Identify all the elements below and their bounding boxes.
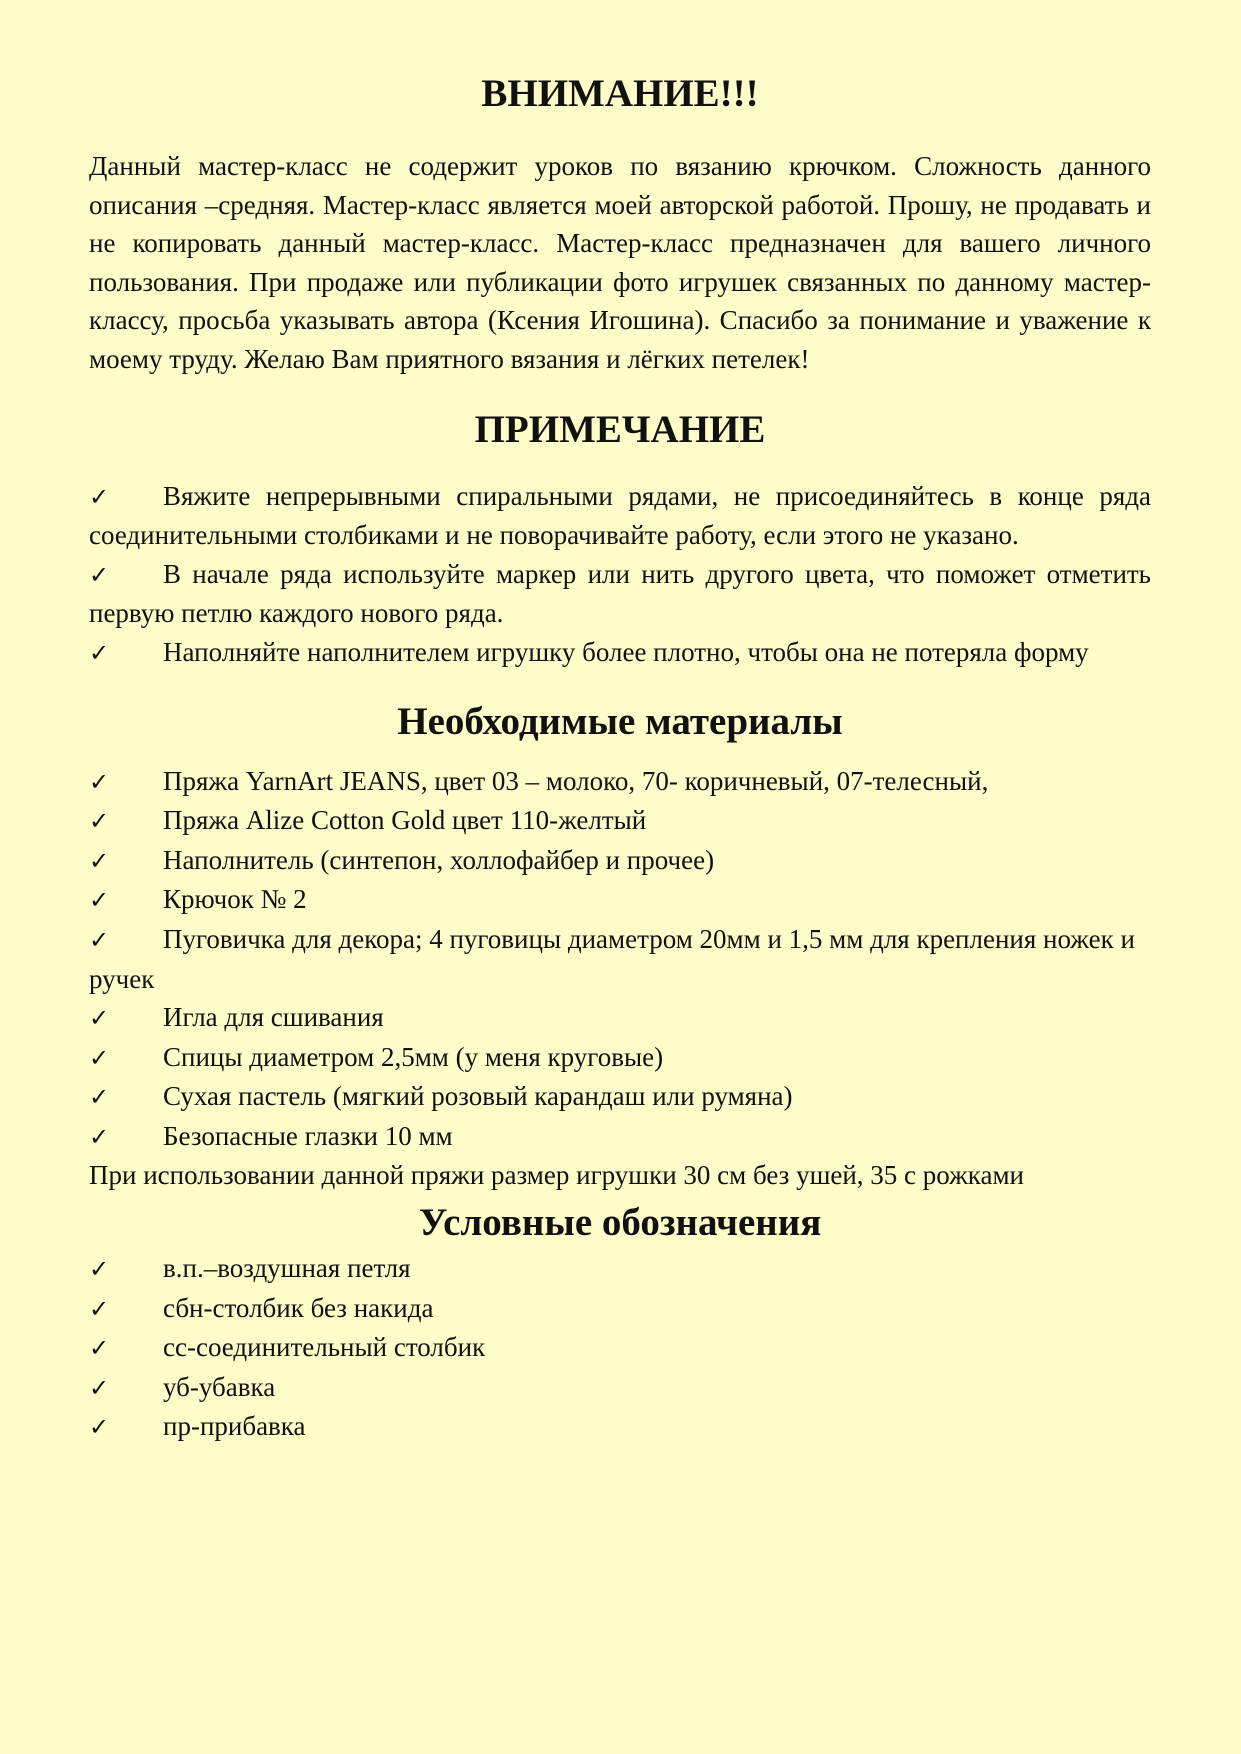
list-item xyxy=(89,801,1151,841)
size-note: При использовании данной пряжи размер игрушки 30 см без ушей, 35 с рожками xyxy=(89,1160,1024,1191)
attention-heading: ВНИМАНИЕ!!! xyxy=(481,72,759,115)
attention-paragraph: Данный мастер-класс не содержит уроков по вязанию крючком. Сложность данного описания –средняя. Мастер-класс является моей авторской работой. Прошу, не продавать и не копировать данный мастер-класс. Мастер-класс предназначен для вашего личного пользования. При продаже или публикации фото игрушек связанных по данному мастер-классу, просьба указывать автора (Ксения Игошина). Спасибо за понимание и уважение к моему труду. Желаю Вам приятного вязания и лёгких петелек! xyxy=(89,151,1151,374)
list-item-text: сбн-столбик без накида xyxy=(163,1292,434,1323)
list-item-text: Пряжа Alize Cotton Gold цвет 110-желтый xyxy=(163,805,647,836)
check-icon: ✓ xyxy=(89,1255,110,1284)
check-icon: ✓ xyxy=(89,807,110,836)
check-icon: ✓ xyxy=(89,1004,110,1033)
check-icon: ✓ xyxy=(89,886,110,915)
list-item-text: Пряжа YarnArt JEANS, цвет 03 – молоко, 70- коричневый, 07-телесный, xyxy=(163,765,989,796)
legend-heading: Условные обозначения xyxy=(418,1201,822,1245)
note-list xyxy=(89,477,1151,673)
list-item xyxy=(89,555,1151,633)
list-item-text: Игла для сшивания xyxy=(163,1002,384,1033)
list-item-text: сс-соединительный столбик xyxy=(163,1332,486,1363)
check-icon: ✓ xyxy=(89,767,110,796)
list-item-text: В начале ряда используйте маркер или нить другого цвета, что поможет отметить первую петлю каждого нового ряда. xyxy=(89,558,1151,629)
list-item xyxy=(89,1249,1151,1289)
check-icon: ✓ xyxy=(89,1043,110,1072)
list-item-text: пр-прибавка xyxy=(163,1411,306,1442)
list-item-text: Спицы диаметром 2,5мм (у меня круговые) xyxy=(163,1041,664,1072)
check-icon: ✓ xyxy=(89,1083,110,1112)
materials-heading: Необходимые материалы xyxy=(397,699,843,743)
document-page xyxy=(89,70,1151,1447)
list-item-text: Крючок № 2 xyxy=(163,884,307,915)
list-item xyxy=(89,920,1151,998)
list-item-text: в.п.–воздушная петля xyxy=(163,1253,411,1284)
legend-list xyxy=(89,1249,1151,1447)
list-item xyxy=(89,1407,1151,1447)
list-item xyxy=(89,880,1151,920)
note-heading: ПРИМЕЧАНИЕ xyxy=(474,407,766,451)
list-item-text: Наполняйте наполнителем игрушку более плотно, чтобы она не потеряла форму xyxy=(163,636,1089,667)
list-item xyxy=(89,1368,1151,1408)
list-item-text: Наполнитель (синтепон, холлофайбер и прочее) xyxy=(163,844,715,875)
check-icon: ✓ xyxy=(89,482,110,511)
list-item xyxy=(89,1289,1151,1329)
list-item xyxy=(89,477,1151,555)
check-icon: ✓ xyxy=(89,1373,110,1402)
check-icon: ✓ xyxy=(89,846,110,875)
list-item-text: Пуговичка для декора; 4 пуговицы диаметром 20мм и 1,5 мм для крепления ножек и ручек xyxy=(89,923,1135,994)
check-icon: ✓ xyxy=(89,1334,110,1363)
list-item xyxy=(89,633,1151,673)
check-icon: ✓ xyxy=(89,1122,110,1151)
list-item xyxy=(89,1117,1151,1157)
check-icon: ✓ xyxy=(89,925,110,954)
list-item xyxy=(89,998,1151,1038)
check-icon: ✓ xyxy=(89,560,110,589)
check-icon: ✓ xyxy=(89,1294,110,1323)
list-item-text: Сухая пастель (мягкий розовый карандаш или румяна) xyxy=(163,1081,793,1112)
check-icon: ✓ xyxy=(89,638,110,667)
check-icon: ✓ xyxy=(89,1413,110,1442)
list-item-text: уб-убавка xyxy=(163,1371,276,1402)
list-item-text: Безопасные глазки 10 мм xyxy=(163,1120,453,1151)
list-item xyxy=(89,841,1151,881)
list-item xyxy=(89,1077,1151,1117)
list-item xyxy=(89,1328,1151,1368)
list-item xyxy=(89,1038,1151,1078)
list-item-text: Вяжите непрерывными спиральными рядами, не присоединяйтесь в конце ряда соединительными столбиками и не поворачивайте работу, если этого не указано. xyxy=(89,480,1151,551)
materials-list xyxy=(89,762,1151,1157)
list-item xyxy=(89,762,1151,802)
